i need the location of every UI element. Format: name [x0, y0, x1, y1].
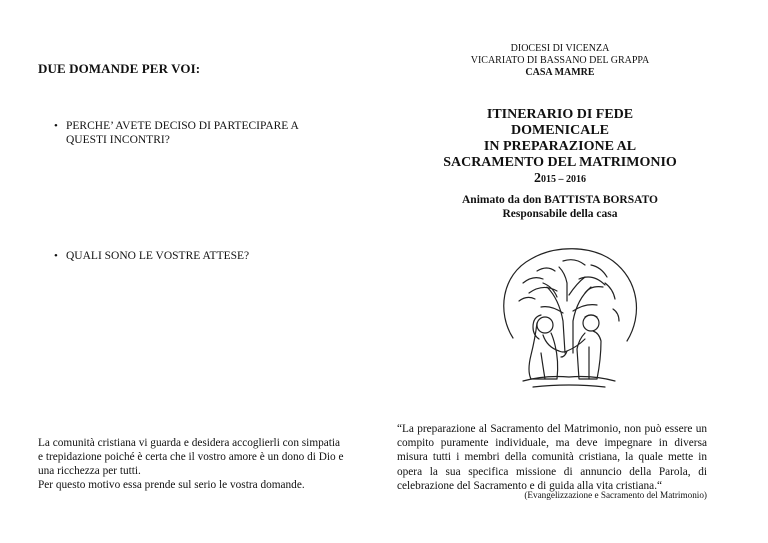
community-line-1: La comunità cristiana vi guarda e desidera accoglierli con simpatia — [38, 437, 341, 449]
diocese-header — [400, 43, 720, 79]
question-1-line-2: QUESTI INCONTRI? — [66, 134, 170, 146]
title-line-1: ITINERARIO DI FEDE — [486, 107, 634, 122]
vicariate-name: VICARIATO DI BASSANO DEL GRAPPA — [470, 55, 650, 66]
year-first-digit: 2 — [534, 171, 541, 186]
community-line-4: Per questo motivo essa prende sul serio le vostra domande. — [38, 479, 305, 491]
couple-under-tree-icon — [493, 243, 645, 395]
community-line-2: e trepidazione poiché è certa che il vostro amore è un dono di Dio e — [38, 451, 344, 463]
bullet-icon: • — [54, 120, 58, 132]
left-heading: DUE DOMANDE PER VOI: — [38, 61, 201, 76]
animator-role: Responsabile della casa — [502, 208, 618, 220]
animator-line: Animato da don BATTISTA BORSATO — [462, 194, 658, 206]
house-name: CASA MAMRE — [525, 67, 595, 78]
quote-text: “La preparazione al Sacramento del Matrimonio, non può essere un compito puramente individuale, ma deve impegnare in diversa misura tutti i membri della comunità cristiana, la quale mette in opera la sua specifica missione di annuncio della Parola, di celebrazione del Sacramento e di guida alla vita cristiana.“ — [397, 423, 707, 492]
years — [400, 171, 720, 188]
year-rest: 015 – 2016 — [541, 174, 586, 185]
title-line-4: SACRAMENTO DEL MATRIMONIO — [443, 155, 677, 170]
title-line-2: DOMENICALE — [510, 123, 609, 138]
question-2 — [54, 249, 356, 263]
quote-source: (Evangelizzazione e Sacramento del Matrimonio) — [524, 490, 707, 500]
document-title — [400, 107, 720, 188]
question-1 — [54, 119, 356, 147]
bullet-icon: • — [54, 250, 58, 262]
community-line-3: una ricchezza per tutti. — [38, 465, 141, 477]
question-2-line-1: QUALI SONO LE VOSTRE ATTESE? — [66, 250, 250, 262]
animator-block — [400, 193, 720, 221]
diocese-name: DIOCESI DI VICENZA — [510, 43, 610, 54]
title-line-3: IN PREPARAZIONE AL — [483, 139, 637, 154]
question-1-line-1: PERCHE’ AVETE DECISO DI PARTECIPARE A — [66, 120, 299, 132]
community-paragraph — [38, 436, 363, 492]
